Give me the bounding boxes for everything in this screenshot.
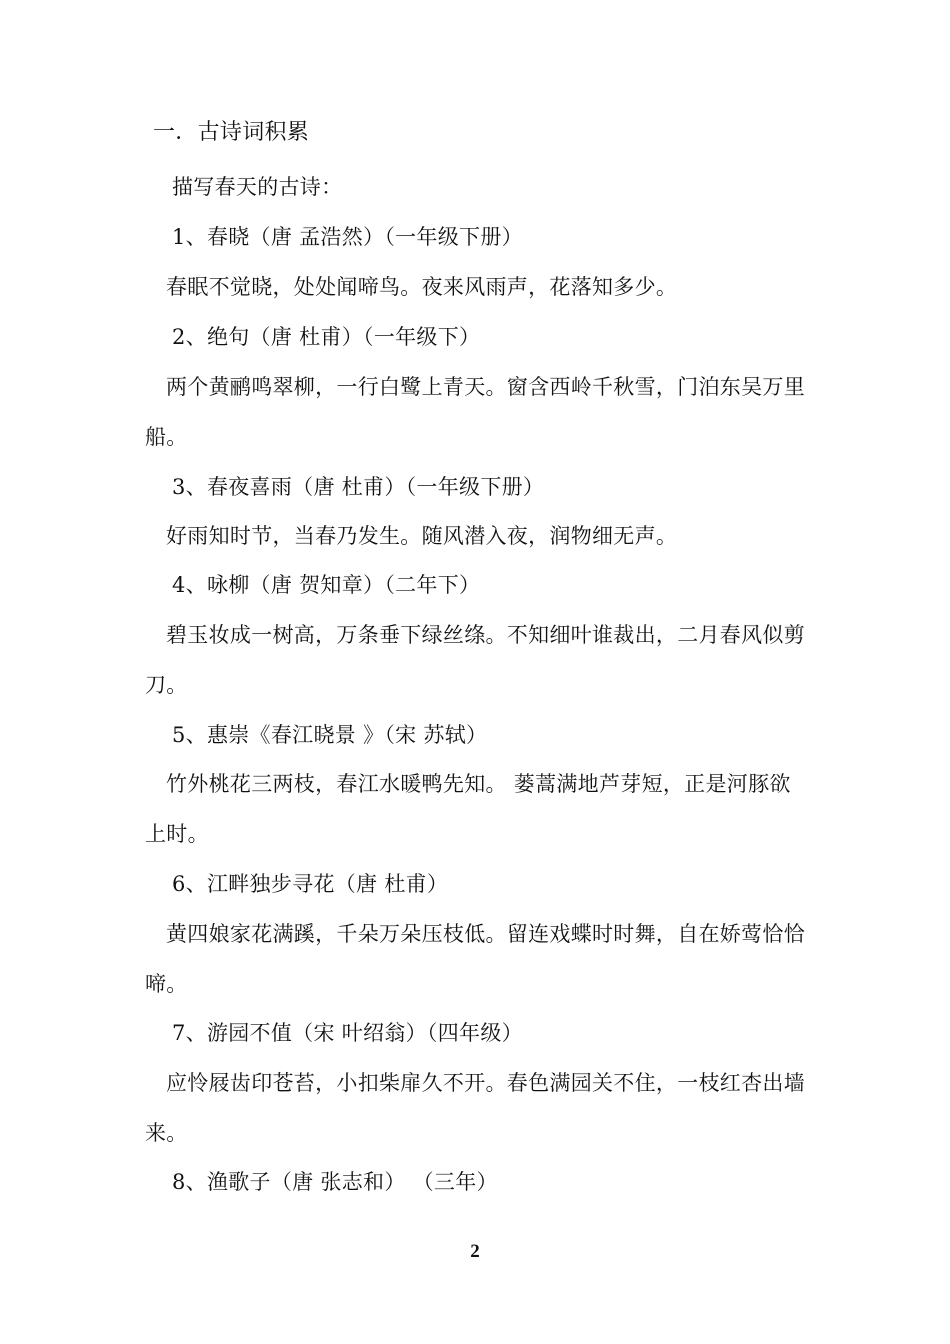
poem-title-4: 4、咏柳（唐 贺知章）（二年下）: [172, 573, 481, 597]
section-title: 一．古诗词积累: [153, 120, 310, 145]
poem-text-1: 春眠不觉晓，处处闻啼鸟。夜来风雨声，花落知多少。: [166, 275, 678, 299]
poem-text-7: 应怜屐齿印苍苔，小扣柴扉久不开。春色满园关不住，一枝红杏出墙: [166, 1071, 805, 1095]
poem-title-1: 1、春晓（唐 孟浩然）（一年级下册）: [172, 225, 523, 249]
poem-text-2: 两个黄鹂鸣翠柳，一行白鹭上青天。窗含西岭千秋雪，门泊东吴万里: [166, 375, 805, 399]
poem-title-6: 6、江畔独步寻花（唐 杜甫）: [172, 872, 449, 896]
poem-text-6: 黄四娘家花满蹊，千朵万朵压枝低。留连戏蝶时时舞，自在娇莺恰恰: [166, 922, 805, 946]
intro-text: 描写春天的古诗：: [172, 175, 343, 199]
poem-title-7: 7、游园不值（宋 叶绍翁）（四年级）: [172, 1021, 523, 1045]
poem-text-5: 竹外桃花三两枝，春江水暖鸭先知。 蒌蒿满地芦芽短，正是河豚欲: [166, 772, 791, 796]
poem-text-3: 好雨知时节，当春乃发生。随风潜入夜，润物细无声。: [166, 524, 678, 548]
poem-text-6-continued: 啼。: [145, 972, 188, 996]
poem-text-2-continued: 船。: [145, 425, 188, 449]
poem-title-8: 8、渔歌子（唐 张志和） （三年）: [172, 1170, 498, 1194]
poem-title-5: 5、惠崇《春江晓景 》（宋 苏轼）: [172, 723, 488, 747]
poem-text-4: 碧玉妆成一树高，万条垂下绿丝绦。不知细叶谁裁出，二月春风似剪: [166, 623, 805, 647]
page-number: 2: [470, 1241, 480, 1262]
poem-text-7-continued: 来。: [145, 1121, 188, 1145]
poem-title-2: 2、绝句（唐 杜甫）（一年级下）: [172, 325, 481, 349]
poem-text-5-continued: 上时。: [145, 822, 209, 846]
poem-title-3: 3、春夜喜雨（唐 杜甫）（一年级下册）: [172, 475, 545, 499]
poem-text-4-continued: 刀。: [145, 673, 188, 697]
